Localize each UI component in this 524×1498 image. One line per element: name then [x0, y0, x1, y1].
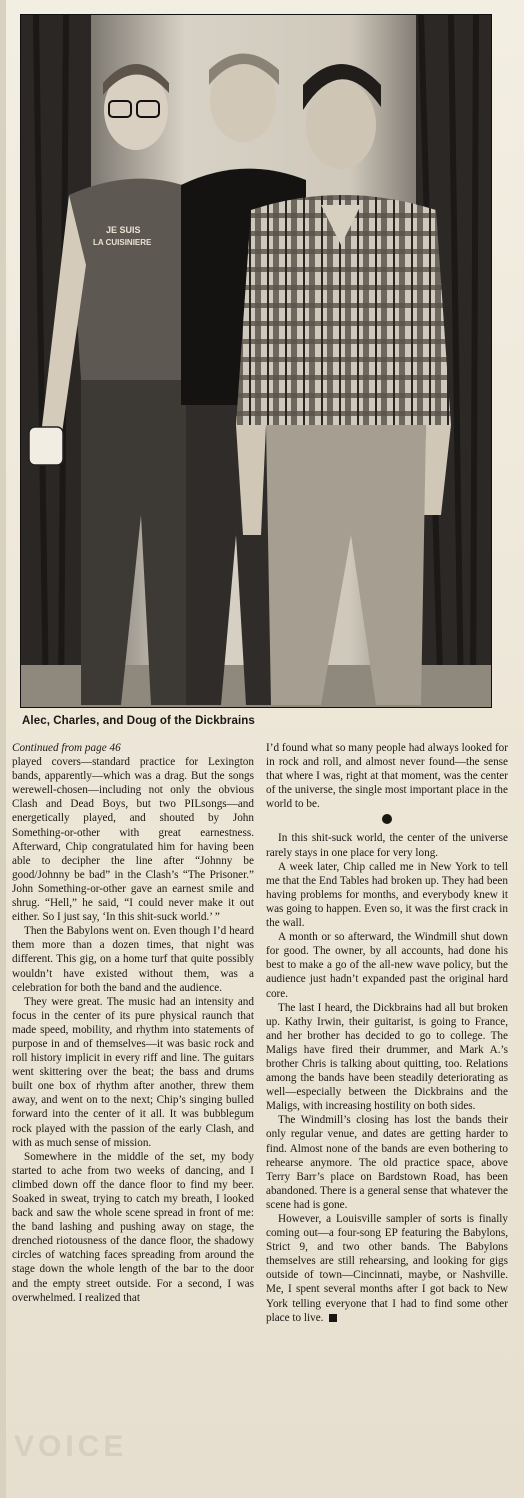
band-photo [20, 14, 492, 708]
last-paragraph [266, 1212, 508, 1325]
end-mark [329, 1314, 337, 1322]
last-paragraph-text: However, a Louisville sampler of sorts is finally coming out—a four-song EP featuring the Babylons, Strict 9, and two other bands. The Babylons themselves are still rehearsing, and looking for gigs outside of town—Cincinnati, maybe, or Nashville. Me, I spent several months after I got back to New York telling everyone that I had to find some other place to live. [266, 1213, 508, 1324]
article-column-2 [266, 741, 508, 1441]
paragraph: The Windmill’s closing has lost the bands their only regular venue, and dates are getting harder to find. Almost none of the bands are even bothering to rehearse anymore. The old practice space, above Terry Barr’s place on Bardstown Road, has been abandoned. There is a general sense that whatever the scene had is gone. [266, 1114, 508, 1211]
paragraph: In this shit-suck world, the center of the universe rarely stays in one place for very long. [266, 832, 508, 859]
article-column-1 [12, 741, 254, 1441]
paragraph: Somewhere in the middle of the set, my body started to ache from two weeks of dancing, and I climbed down off the dance floor to find my beer. Soaked in sweat, trying to catch my breath, I looked back and saw the whole scene spread in front of me: the band lashing and pushing away on stage, the drenched riotousness of the dance floor, the shadowy circles of watching faces spreading from around the stage down the whole length of the bar to the door and the empty street outside. For a second, I was overwhelmed. I realized that [12, 1150, 254, 1304]
paragraph: They were great. The music had an intensity and focus in the center of its pure physical raunch that made speed, mobility, and rhythm into statements of purpose in and of themselves—it was basic rock and roll history implicit in every riff and line. The guitars went skittering over the beat; the bass and drums built one box of rhythm after another, threw them away, and went on to the next; Chip’s singing bulled forward into the center of it all. It was bubblegum rock played with the passion of the early Clash, and with as much sense of mission. [12, 995, 254, 1149]
photo-caption: Alec, Charles, and Doug of the Dickbrains [22, 715, 255, 727]
section-break-bullet [382, 814, 392, 824]
paragraph: A week later, Chip called me in New York to tell me that the End Tables had broken up. They had been having problems for months, and everybody knew it was going to happen. Even so, it was the first crack in the wall. [266, 860, 508, 930]
paragraph: I’d found what so many people had always looked for in rock and roll, and almost never found—the sense that where I was, right at that moment, was the center of the universe, the single most important place in the world to be. [266, 742, 508, 811]
paragraph: A month or so afterward, the Windmill shut down for good. The owner, by all accounts, had done his best to make a go of the all-new wave policy, but the audience just hadn’t expanded past the original hard core. [266, 931, 508, 1000]
masthead-bleed-through: VOICE [14, 1430, 128, 1463]
page-edge [0, 0, 6, 1498]
continued-line: Continued from page 46 [12, 742, 121, 754]
article-body [12, 741, 512, 1441]
paragraph: played covers—standard practice for Lexington bands, apparently—which was a drag. But the songs werewell-chosen—including not only the obvious Clash and Dead Boys, but two PILsongs—and energetically played, and shouted by John Something-or-other with great earnestness. Afterward, Chip congratulated him for having been able to decipher the line after “Johnny be good/Johnny be bad” in the Clash’s “The Prisoner.” John Something-or-other gave an earnest smile and shrug. “Hell,” he said, “I could never make it out either. So I just say, ‘In this shit-suck world.’ ” [12, 756, 254, 924]
svg-text:JE SUIS: JE SUIS [106, 225, 141, 235]
paragraph: The last I heard, the Dickbrains had all but broken up. Kathy Irwin, their guitarist, is going to France, and her brother has decided to go to college. The Maligs have fired their drummer, and Mark A.’s brother Chris is talking about quitting, too. Relations among the bands have been steadily deteriorating as well—especially between the Dickbrains and the Maligs, with increasing hostility on both sides. [266, 1001, 508, 1113]
paragraph: Then the Babylons went on. Even though I’d heard them more than a dozen times, that night was different. This gig, on a home turf that quite possibly wouldn’t have existed without them, was a celebration for both the band and the audience. [12, 925, 254, 994]
svg-text:LA CUISINIERE: LA CUISINIERE [93, 238, 152, 247]
